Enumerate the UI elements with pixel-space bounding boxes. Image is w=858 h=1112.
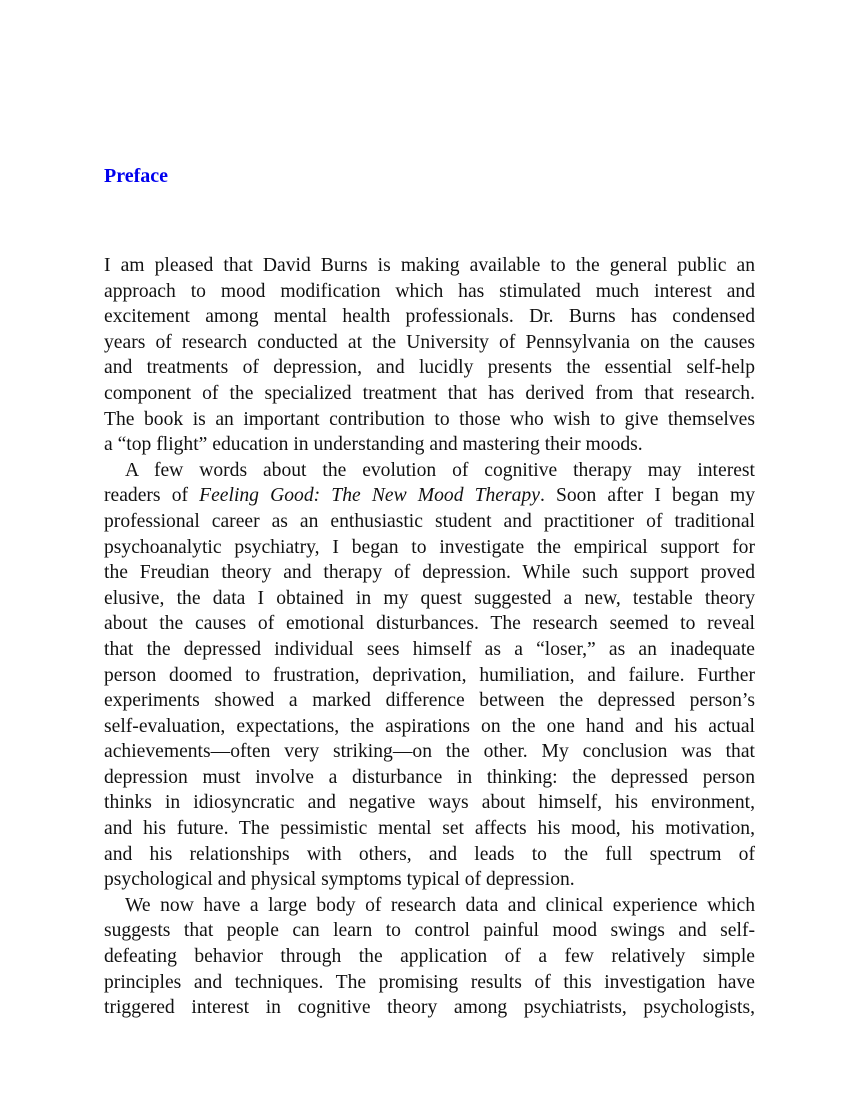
text-line: the Freudian theory and therapy of depression. While such support proved bbox=[104, 562, 755, 584]
text-line: excitement among mental health professionals. Dr. Burns has condensed bbox=[104, 306, 755, 328]
text-line: experiments showed a marked difference between the depressed person’s bbox=[104, 690, 755, 712]
body-text bbox=[104, 253, 755, 1021]
text-line: We now have a large body of research data and clinical experience which bbox=[125, 894, 755, 916]
text-line: that the depressed individual sees himself as a “loser,” as an inadequate bbox=[104, 638, 755, 660]
book-title: Feeling Good: The New Mood Therapy bbox=[199, 485, 540, 507]
text-line: principles and techniques. The promising results of this investigation have bbox=[104, 971, 755, 993]
text-line: defeating behavior through the application of a few relatively simple bbox=[104, 946, 755, 968]
text-line: years of research conducted at the University of Pennsylvania on the causes bbox=[104, 331, 755, 353]
text-line: professional career as an enthusiastic student and practitioner of traditional bbox=[104, 510, 755, 532]
text-line: and his future. The pessimistic mental set affects his mood, his motivation, bbox=[104, 818, 755, 840]
text-line: achievements—often very striking—on the other. My conclusion was that bbox=[104, 741, 755, 763]
text-line: person doomed to frustration, deprivation, humiliation, and failure. Further bbox=[104, 664, 755, 686]
text-line: psychological and physical symptoms typical of depression. bbox=[104, 869, 575, 891]
text-line: and his relationships with others, and leads to the full spectrum of bbox=[104, 843, 755, 865]
text-line: psychoanalytic psychiatry, I began to investigate the empirical support for bbox=[104, 536, 755, 558]
text-line: readers of Feeling Good: The New Mood Therapy. Soon after I began my bbox=[104, 485, 755, 507]
text-line: elusive, the data I obtained in my quest suggested a new, testable theory bbox=[104, 587, 755, 609]
section-heading: Preface bbox=[104, 165, 169, 187]
paragraph bbox=[104, 458, 755, 893]
text-line: thinks in idiosyncratic and negative ways about himself, his environment, bbox=[104, 792, 755, 814]
text-line: self-evaluation, expectations, the aspirations on the one hand and his actual bbox=[104, 715, 755, 737]
text-line: I am pleased that David Burns is making available to the general public an bbox=[104, 255, 755, 276]
text-line: depression must involve a disturbance in thinking: the depressed person bbox=[104, 766, 755, 788]
text-line: and treatments of depression, and lucidly presents the essential self-help bbox=[104, 357, 755, 379]
text-line: triggered interest in cognitive theory among psychiatrists, psychologists, bbox=[104, 997, 755, 1019]
text-line: a “top flight” education in understanding and mastering their moods. bbox=[104, 434, 643, 456]
paragraph bbox=[104, 893, 755, 1021]
text-line: The book is an important contribution to those who wish to give themselves bbox=[104, 408, 755, 430]
text-line: suggests that people can learn to control painful mood swings and self- bbox=[104, 920, 755, 942]
text-line: about the causes of emotional disturbances. The research seemed to reveal bbox=[104, 613, 755, 635]
text-line: A few words about the evolution of cognitive therapy may interest bbox=[125, 459, 755, 481]
text-line: component of the specialized treatment that has derived from that research. bbox=[104, 382, 755, 404]
paragraph bbox=[104, 253, 755, 458]
text-line: approach to mood modification which has stimulated much interest and bbox=[104, 280, 755, 302]
